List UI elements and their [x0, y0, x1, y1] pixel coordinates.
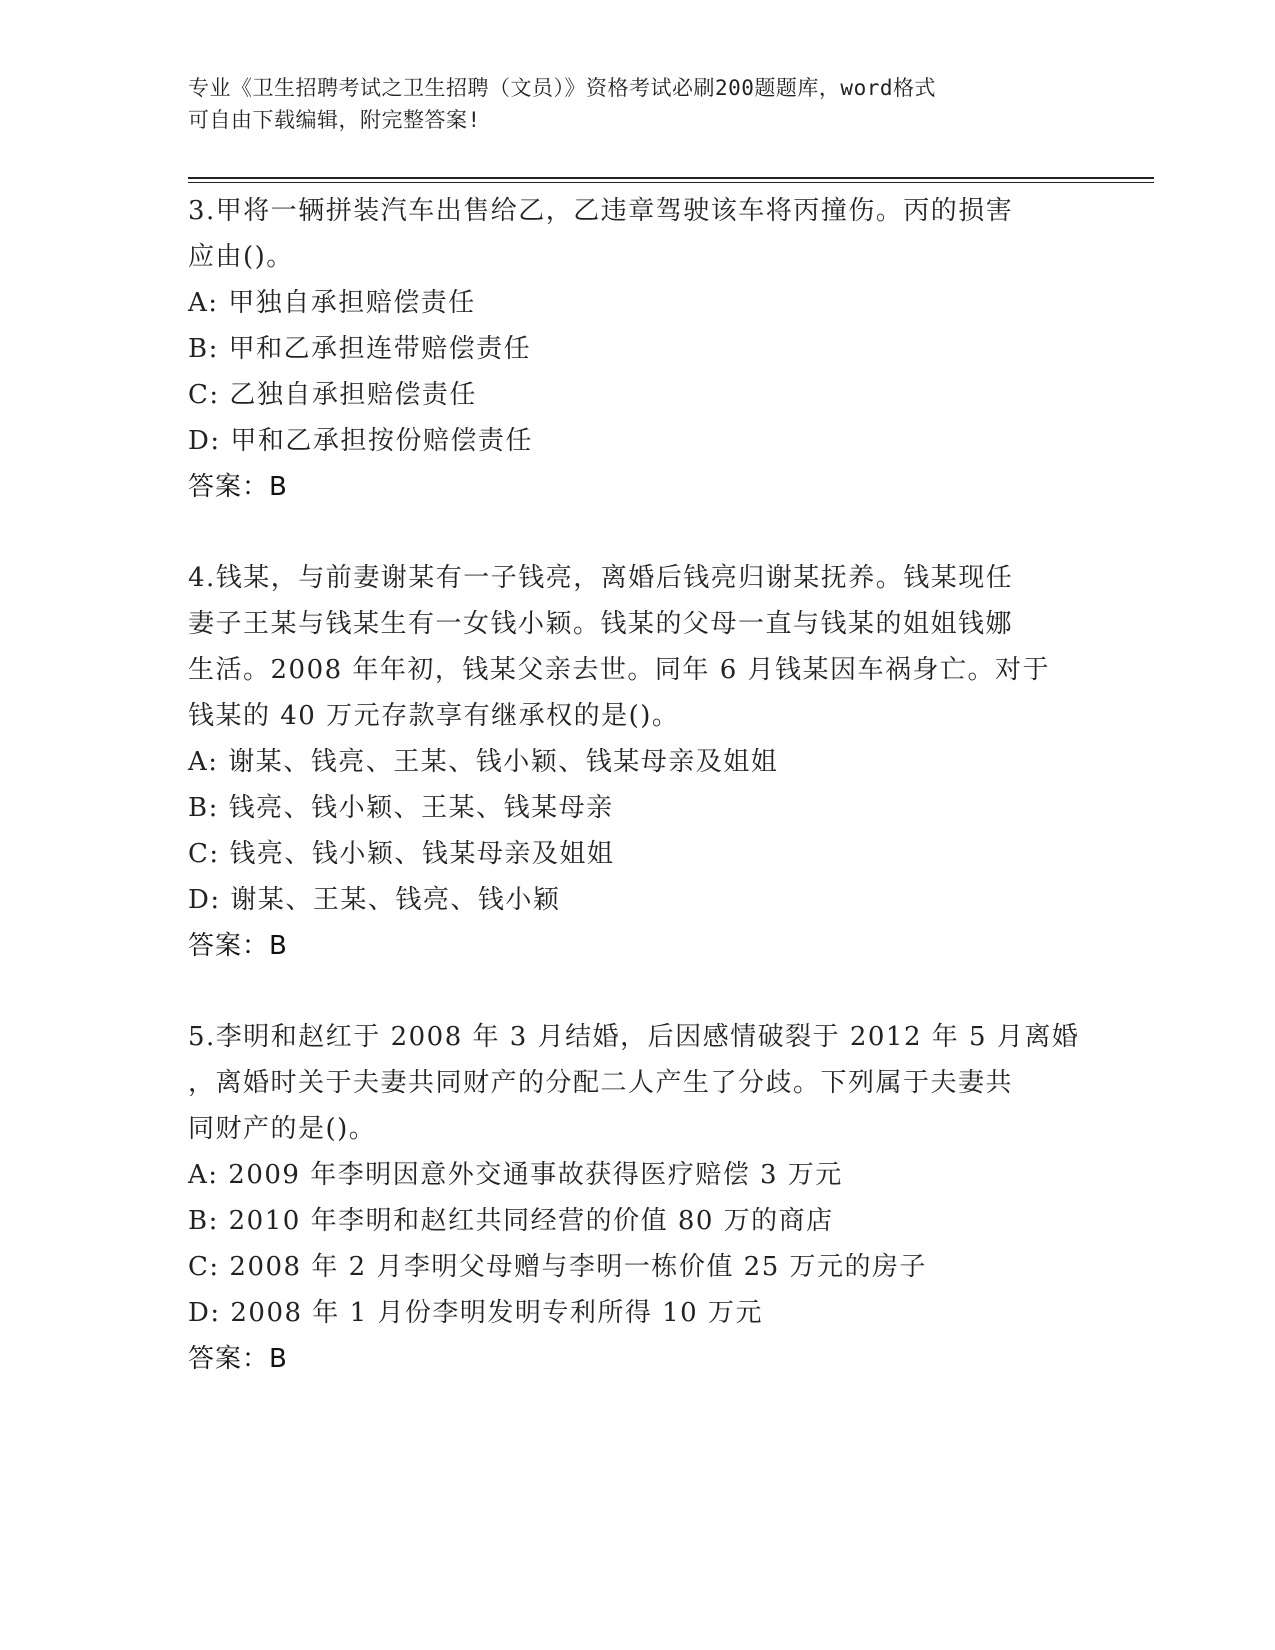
header-line-2: 可自由下载编辑，附完整答案! [188, 108, 481, 132]
option-a: A: 2009 年李明因意外交通事故获得医疗赔偿 3 万元 [188, 1160, 843, 1190]
question-item [188, 555, 1088, 969]
option-d: D: 2008 年 1 月份李明发明专利所得 10 万元 [188, 1298, 763, 1328]
question-spacer [188, 969, 1088, 1014]
question-stem-line: 妻子王某与钱某生有一女钱小颖。钱某的父母一直与钱某的姐姐钱娜 [188, 609, 1014, 639]
question-stem-line: 钱某的 40 万元存款享有继承权的是()。 [188, 701, 680, 731]
header-divider-thick [188, 177, 1154, 179]
option-c: C: 钱亮、钱小颖、钱某母亲及姐姐 [188, 839, 615, 869]
option-d: D: 谢某、王某、钱亮、钱小颖 [188, 885, 561, 915]
question-stem-line: 应由()。 [188, 242, 294, 272]
option-b: B: 2010 年李明和赵红共同经营的价值 80 万的商店 [188, 1206, 834, 1236]
question-list [188, 188, 1088, 1382]
question-stem-line: 3.甲将一辆拼装汽车出售给乙，乙违章驾驶该车将丙撞伤。丙的损害 [188, 196, 1014, 226]
header-line-1: 专业《卫生招聘考试之卫生招聘（文员）》资格考试必刷200题题库，word格式 [188, 76, 936, 100]
question-spacer [188, 510, 1088, 555]
question-stem-line: 同财产的是()。 [188, 1114, 377, 1144]
question-item [188, 1014, 1088, 1382]
option-b: B: 钱亮、钱小颖、王某、钱某母亲 [188, 793, 614, 823]
option-a: A: 谢某、钱亮、王某、钱小颖、钱某母亲及姐姐 [188, 747, 779, 777]
document-header [188, 72, 1068, 136]
option-c: C: 乙独自承担赔偿责任 [188, 380, 477, 410]
option-a: A: 甲独自承担赔偿责任 [188, 288, 476, 318]
answer-label: 答案：B [188, 472, 288, 502]
question-stem-line: 5.李明和赵红于 2008 年 3 月结婚，后因感情破裂于 2012 年 5 月离婚 [188, 1022, 1080, 1052]
question-stem-line: ，离婚时关于夫妻共同财产的分配二人产生了分歧。下列属于夫妻共 [188, 1068, 1014, 1098]
option-c: C: 2008 年 2 月李明父母赠与李明一栋价值 25 万元的房子 [188, 1252, 928, 1282]
answer-label: 答案：B [188, 931, 288, 961]
question-item [188, 188, 1088, 510]
header-divider-thin [188, 182, 1154, 183]
question-stem-line: 4.钱某，与前妻谢某有一子钱亮，离婚后钱亮归谢某抚养。钱某现任 [188, 563, 1014, 593]
option-d: D: 甲和乙承担按份赔偿责任 [188, 426, 533, 456]
option-b: B: 甲和乙承担连带赔偿责任 [188, 334, 532, 364]
answer-label: 答案：B [188, 1344, 288, 1374]
question-stem-line: 生活。2008 年年初，钱某父亲去世。同年 6 月钱某因车祸身亡。对于 [188, 655, 1051, 685]
